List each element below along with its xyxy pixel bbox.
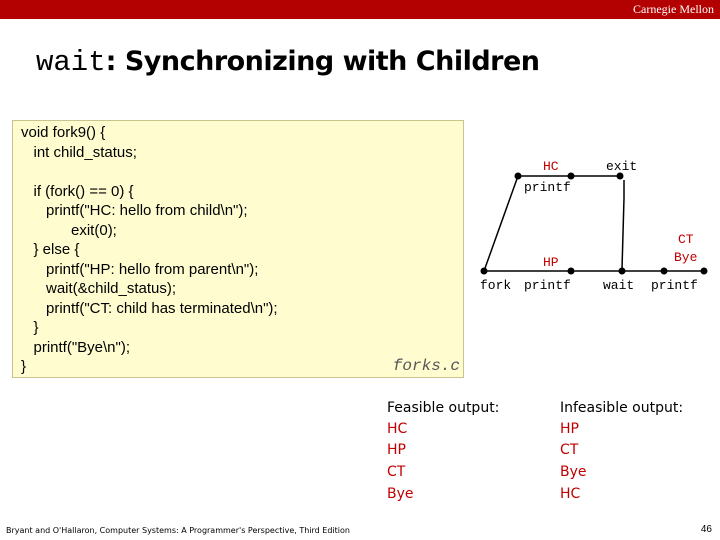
infeasible-item: Bye — [560, 464, 587, 480]
infeasible-item: HC — [560, 486, 581, 502]
code-line: int child_status; — [21, 143, 137, 161]
title-code: wait — [36, 46, 106, 79]
fork-edge — [484, 176, 518, 271]
code-line: } — [21, 319, 39, 336]
parent-printf-node — [568, 268, 575, 275]
exit-to-wait-edge — [622, 198, 624, 269]
code-line: } — [21, 358, 27, 375]
code-line: exit(0); — [21, 221, 117, 239]
ct-label: CT — [678, 232, 694, 247]
brand-label: Carnegie Mellon — [633, 2, 714, 16]
feasible-heading: Feasible output: — [387, 400, 500, 416]
code-line: printf("Bye\n"); — [21, 338, 131, 356]
bye-printf-node — [701, 268, 708, 275]
infeasible-item: CT — [560, 442, 579, 458]
printf-end-label: printf — [651, 278, 698, 293]
code-line: if (fork() == 0) { — [21, 182, 134, 200]
fork-node — [481, 268, 488, 275]
printf-mid-label: printf — [524, 278, 571, 293]
feasible-item: CT — [387, 464, 406, 480]
wait-label: wait — [603, 278, 635, 293]
child-printf-node — [568, 173, 575, 180]
wait-node — [619, 268, 626, 275]
page-number: 46 — [700, 524, 712, 535]
title-text: : Synchronizing with Children — [105, 46, 540, 77]
code-line: wait(&child_status); — [21, 280, 177, 297]
code-line: printf("HC: hello from child\n"); — [21, 202, 248, 219]
infeasible-heading: Infeasible output: — [560, 400, 684, 416]
feasible-item: HC — [387, 421, 408, 437]
hc-label: HC — [543, 159, 559, 174]
infeasible-item: HP — [560, 421, 579, 437]
ct-printf-node — [661, 268, 668, 275]
footer-citation: Bryant and O'Hallaron, Computer Systems: A Programmer's Perspective, Third Edition — [6, 526, 350, 535]
code-filename: forks.c — [392, 357, 460, 375]
bye-label: Bye — [674, 250, 698, 265]
code-line: } else { — [21, 241, 80, 258]
hp-label: HP — [543, 255, 559, 270]
code-line: void fork9() { — [21, 124, 106, 141]
printf-top-label: printf — [524, 180, 571, 195]
code-line: printf("CT: child has terminated\n"); — [21, 299, 278, 317]
feasible-item: Bye — [387, 486, 414, 502]
fork-label: fork — [480, 278, 512, 293]
child-start-node — [515, 173, 522, 180]
exit-label: exit — [606, 159, 638, 174]
code-line: printf("HP: hello from parent\n"); — [21, 260, 259, 278]
feasible-item: HP — [387, 442, 406, 458]
